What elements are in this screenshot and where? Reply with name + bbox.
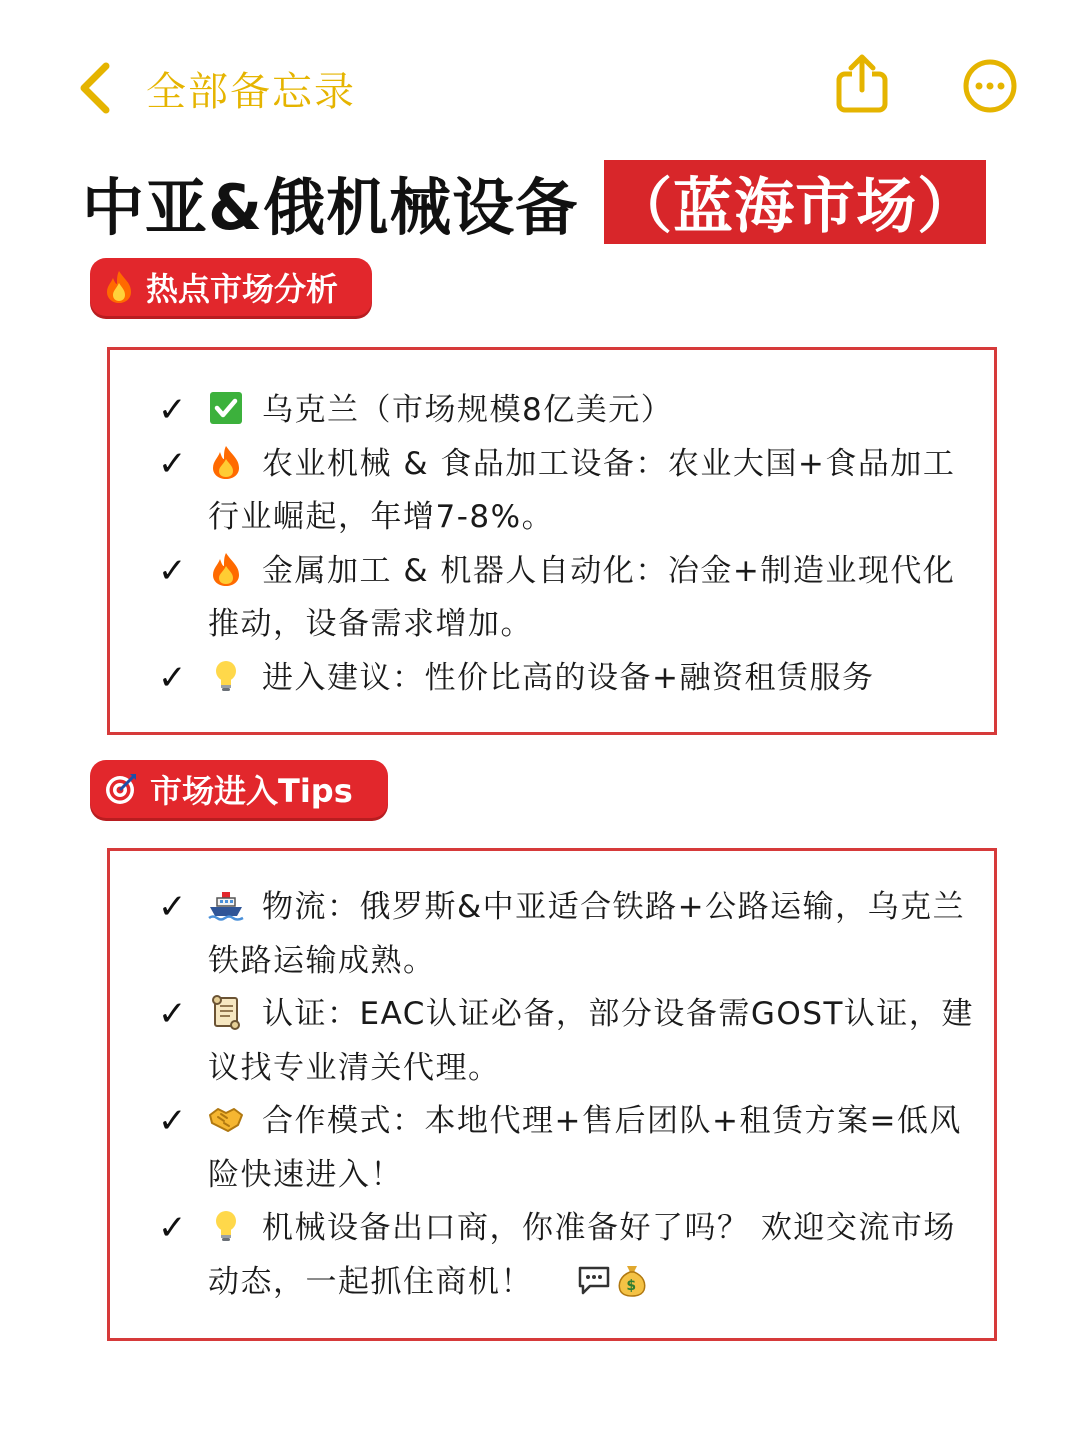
section-header-hot-market (90, 258, 372, 316)
item-text: 进入建议：性价比高的设备+融资租赁服务 (262, 659, 875, 696)
section-label: 市场进入Tips (150, 772, 353, 810)
section-header-market-tips (90, 760, 388, 818)
item-text: 物流：俄罗斯&中亚适合铁路+公路运输，乌克兰铁路运输成熟。 (208, 889, 966, 979)
checkmark-icon: ✓ (158, 887, 188, 927)
note-title (82, 160, 986, 244)
share-icon[interactable] (834, 52, 890, 114)
back-label: 全部备忘录 (146, 68, 356, 115)
svg-text:$: $ (626, 1277, 638, 1294)
item-text: 金属加工 & 机器人自动化：冶金+制造业现代化推动，设备需求增加。 (208, 552, 956, 642)
market-tips-box (107, 848, 997, 1341)
list-item (158, 1095, 974, 1202)
bulb-icon (208, 658, 244, 694)
target-icon (104, 772, 138, 806)
bulb-icon (208, 1208, 244, 1244)
item-text: 乌克兰（市场规模8亿美元） (262, 392, 674, 428)
checkmark-icon: ✓ (158, 390, 188, 430)
list-item (158, 1202, 974, 1309)
ship-icon (208, 887, 244, 923)
scroll-icon (208, 994, 244, 1030)
hot-market-list (158, 384, 974, 705)
checkmark-icon: ✓ (158, 1101, 188, 1141)
list-item (158, 384, 974, 438)
item-text: 认证：EAC认证必备，部分设备需GOST认证，建议找专业清关代理。 (208, 996, 974, 1086)
fire-icon (208, 444, 244, 480)
item-text: 农业机械 & 食品加工设备：农业大国+食品加工行业崛起，年增7-8%。 (208, 445, 956, 535)
title-main: 中亚&俄机械设备 (82, 170, 579, 244)
section-label: 热点市场分析 (146, 270, 339, 308)
title-tag: （蓝海市场） (604, 160, 986, 244)
more-options-icon[interactable] (962, 58, 1018, 114)
speech-bubble-icon (576, 1262, 614, 1298)
checkmark-icon: ✓ (158, 657, 188, 698)
money-bag-icon (614, 1262, 650, 1298)
checkmark-icon: ✓ (158, 550, 188, 591)
list-item (158, 652, 974, 706)
fire-icon (104, 269, 134, 305)
list-item (158, 988, 974, 1095)
list-item (158, 545, 974, 652)
checkmark-icon: ✓ (158, 443, 188, 484)
list-item (158, 881, 974, 988)
back-button[interactable] (76, 58, 356, 118)
list-item (158, 438, 974, 545)
top-navigation-bar (0, 0, 1080, 170)
chevron-left-icon (76, 60, 116, 116)
item-text: 机械设备出口商，你准备好了吗？ 欢迎交流市场动态，一起抓住商机！ (208, 1210, 956, 1300)
check-box-icon (208, 390, 244, 426)
checkmark-icon: ✓ (158, 1208, 188, 1248)
market-tips-list (158, 881, 974, 1309)
item-text: 合作模式：本地代理+售后团队+租赁方案=低风险快速进入！ (208, 1103, 962, 1193)
hot-market-box (107, 347, 997, 735)
fire-icon (208, 551, 244, 587)
checkmark-icon: ✓ (158, 994, 188, 1034)
handshake-icon (208, 1101, 244, 1137)
